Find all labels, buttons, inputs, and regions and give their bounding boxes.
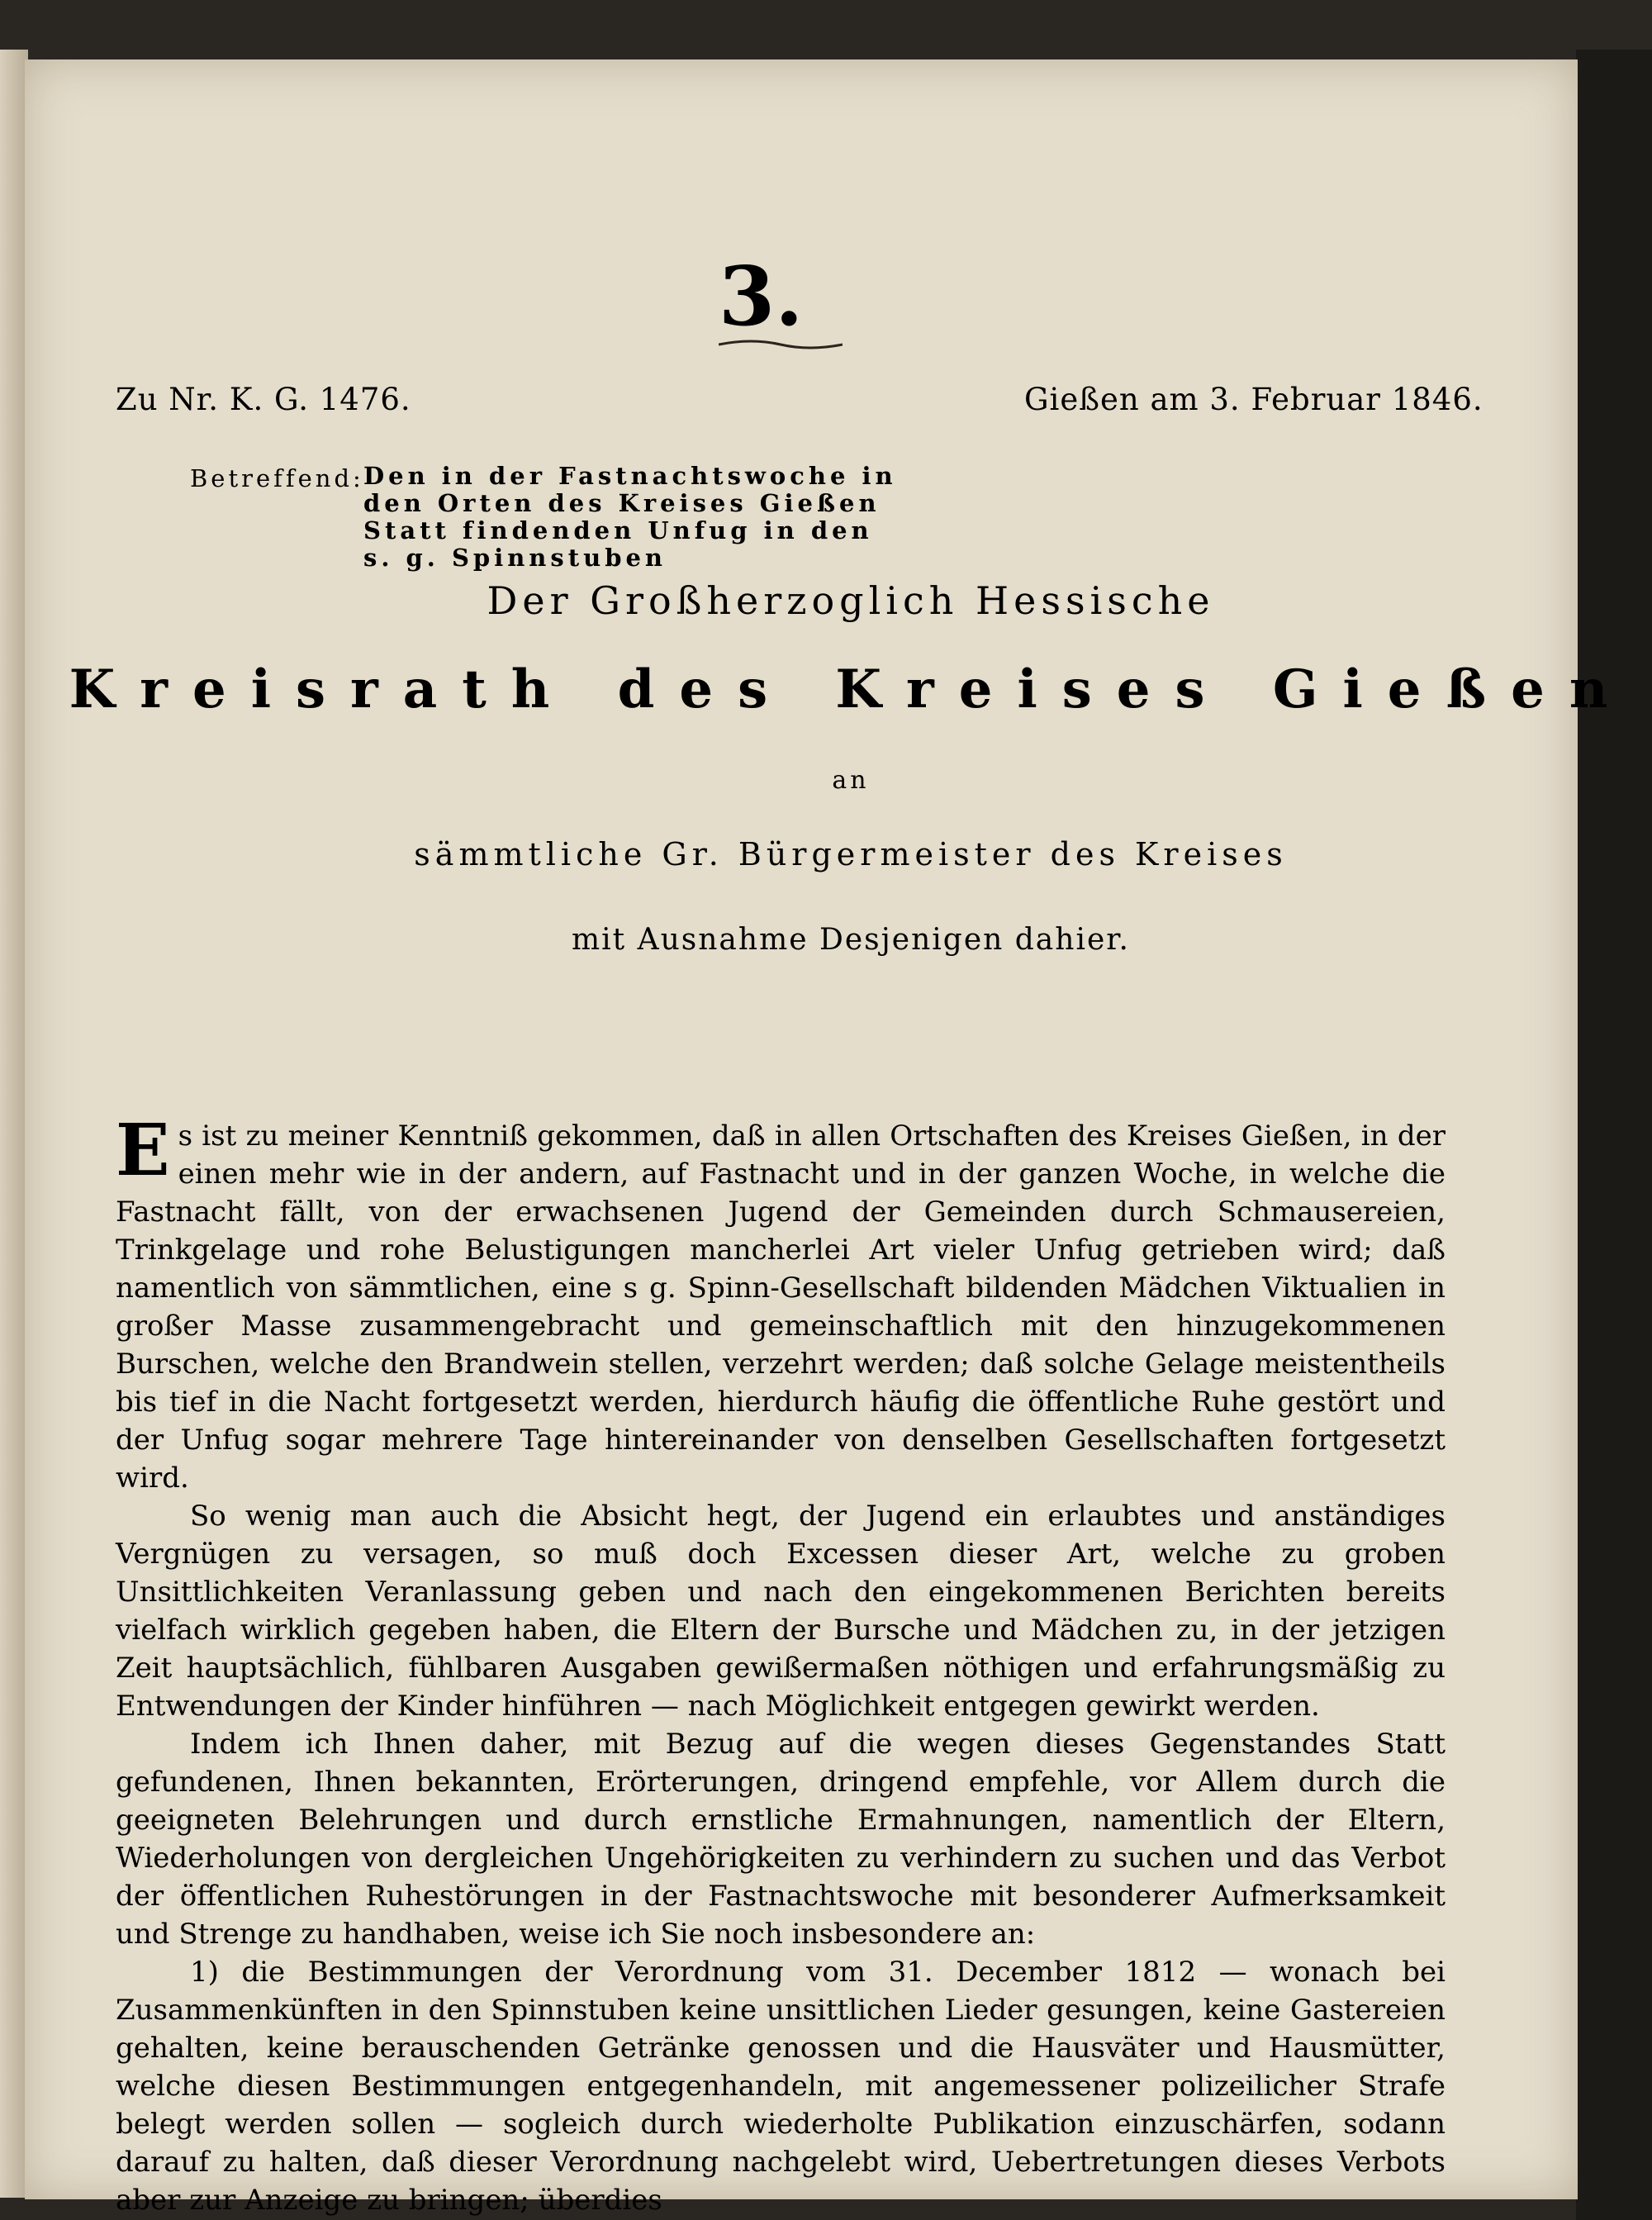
- decorative-initial: E: [116, 1109, 170, 1192]
- page-edge-shadow: [1576, 50, 1652, 2220]
- body-text: [116, 1109, 1446, 2219]
- paragraph-2: So wenig man auch die Absicht hegt, der Jugend ein erlaubtes und anständiges Vergnügen zu versagen, so muß doch Excessen dieser Art, welche zu groben Unsittlichkeiten Veranlassung geben und nach den eingekommenen Berichten bereits vielfach wirklich gegeben haben, die Eltern der Bursche und Mädchen zu, in der jetzigen Zeit hauptsächlich, fühlbaren Ausgaben gewißermaßen nöthigen und erfahrungsmäßig zu Entwendungen der Kinder hinführen — nach Möglichkeit entgegen gewirkt werden.: [116, 1500, 1446, 1723]
- subject-text: Den in der Fastnachtswoche in den Orten des Kreises Gießen Statt findenden Unfug in den s. g. Spinnstuben: [363, 462, 897, 572]
- paragraph-1: [116, 1109, 1446, 1497]
- place-date: Gießen am 3. Februar 1846.: [1024, 382, 1483, 417]
- subject-label: Betreffend:: [190, 464, 364, 492]
- issuer-line-2: Kreisrath des Kreises Gießen: [69, 658, 1633, 720]
- document-page: [25, 59, 1633, 2217]
- exception-line: mit Ausnahme Desjenigen dahier.: [572, 923, 1130, 957]
- recipients-line: sämmtliche Gr. Bürgermeister des Kreises: [414, 836, 1288, 872]
- issuer-line-1: Der Großherzoglich Hessische: [487, 578, 1215, 623]
- issuer-addressed-to: an: [832, 766, 870, 795]
- paragraph-4: 1) die Bestimmungen der Verordnung vom 31. December 1812 — wonach bei Zusammenkünften in den Spinnstuben keine unsittlichen Lieder gesungen, keine Gastereien gehalten, keine berauschenden Getränke genossen und die Hausväter und Hausmütter, welche diesen Bestimmungen entgegenhandeln, mit angemessener polizeilicher Strafe belegt werden sollen — sogleich durch wiederholte Publikation einzuschärfen, sodann darauf zu halten, daß dieser Verordnung nachgelebt wird, Uebertretungen dieses Verbots aber zur Anzeige zu bringen; überdies: [116, 1956, 1446, 2217]
- paragraph-1-text: s ist zu meiner Kenntniß gekommen, daß in allen Ortschaften des Kreises Gießen, in der einen mehr wie in der andern, auf Fastnacht und in der ganzen Woche, in welche die Fastnacht fällt, von der erwachsenen Jugend der Gemeinden durch Schmausereien, Trinkgelage und rohe Belustigungen mancherlei Art vieler Unfug getrieben wird; daß namentlich von sämmtlichen, eine s g. Spinn-Gesellschaft bildenden Mädchen Viktualien in großer Masse zusammengebracht und gemeinschaftlich mit den hinzugekommenen Burschen, welche den Brandwein stellen, verzehrt werden; daß solche Gelage meistentheils bis tief in die Nacht fortgesetzt werden, hierdurch häufig die öffentliche Ruhe gestört und der Unfug sogar mehrere Tage hintereinander von denselben Gesellschaften fortgesetzt wird.: [116, 1120, 1446, 1495]
- book-spine: [0, 50, 28, 2198]
- paragraph-3: Indem ich Ihnen daher, mit Bezug auf die wegen dieses Gegenstandes Statt gefundenen, Ihnen bekannten, Erörterungen, dringend empfehle, vor Allem durch die geeigneten Belehrungen und durch ernstliche Ermahnungen, namentlich der Eltern, Wiederholungen von dergleichen Ungehörigkeiten zu verhindern zu suchen und das Verbot der öffentlichen Ruhestörungen in der Fastnachtswoche mit besonderer Aufmerksamkeit und Strenge zu handhaben, weise ich Sie noch insbesondere an:: [116, 1728, 1446, 1951]
- document-number: 3.: [719, 250, 804, 345]
- reference-number: Zu Nr. K. G. 1476.: [116, 382, 411, 417]
- number-flourish-ornament: [719, 336, 843, 353]
